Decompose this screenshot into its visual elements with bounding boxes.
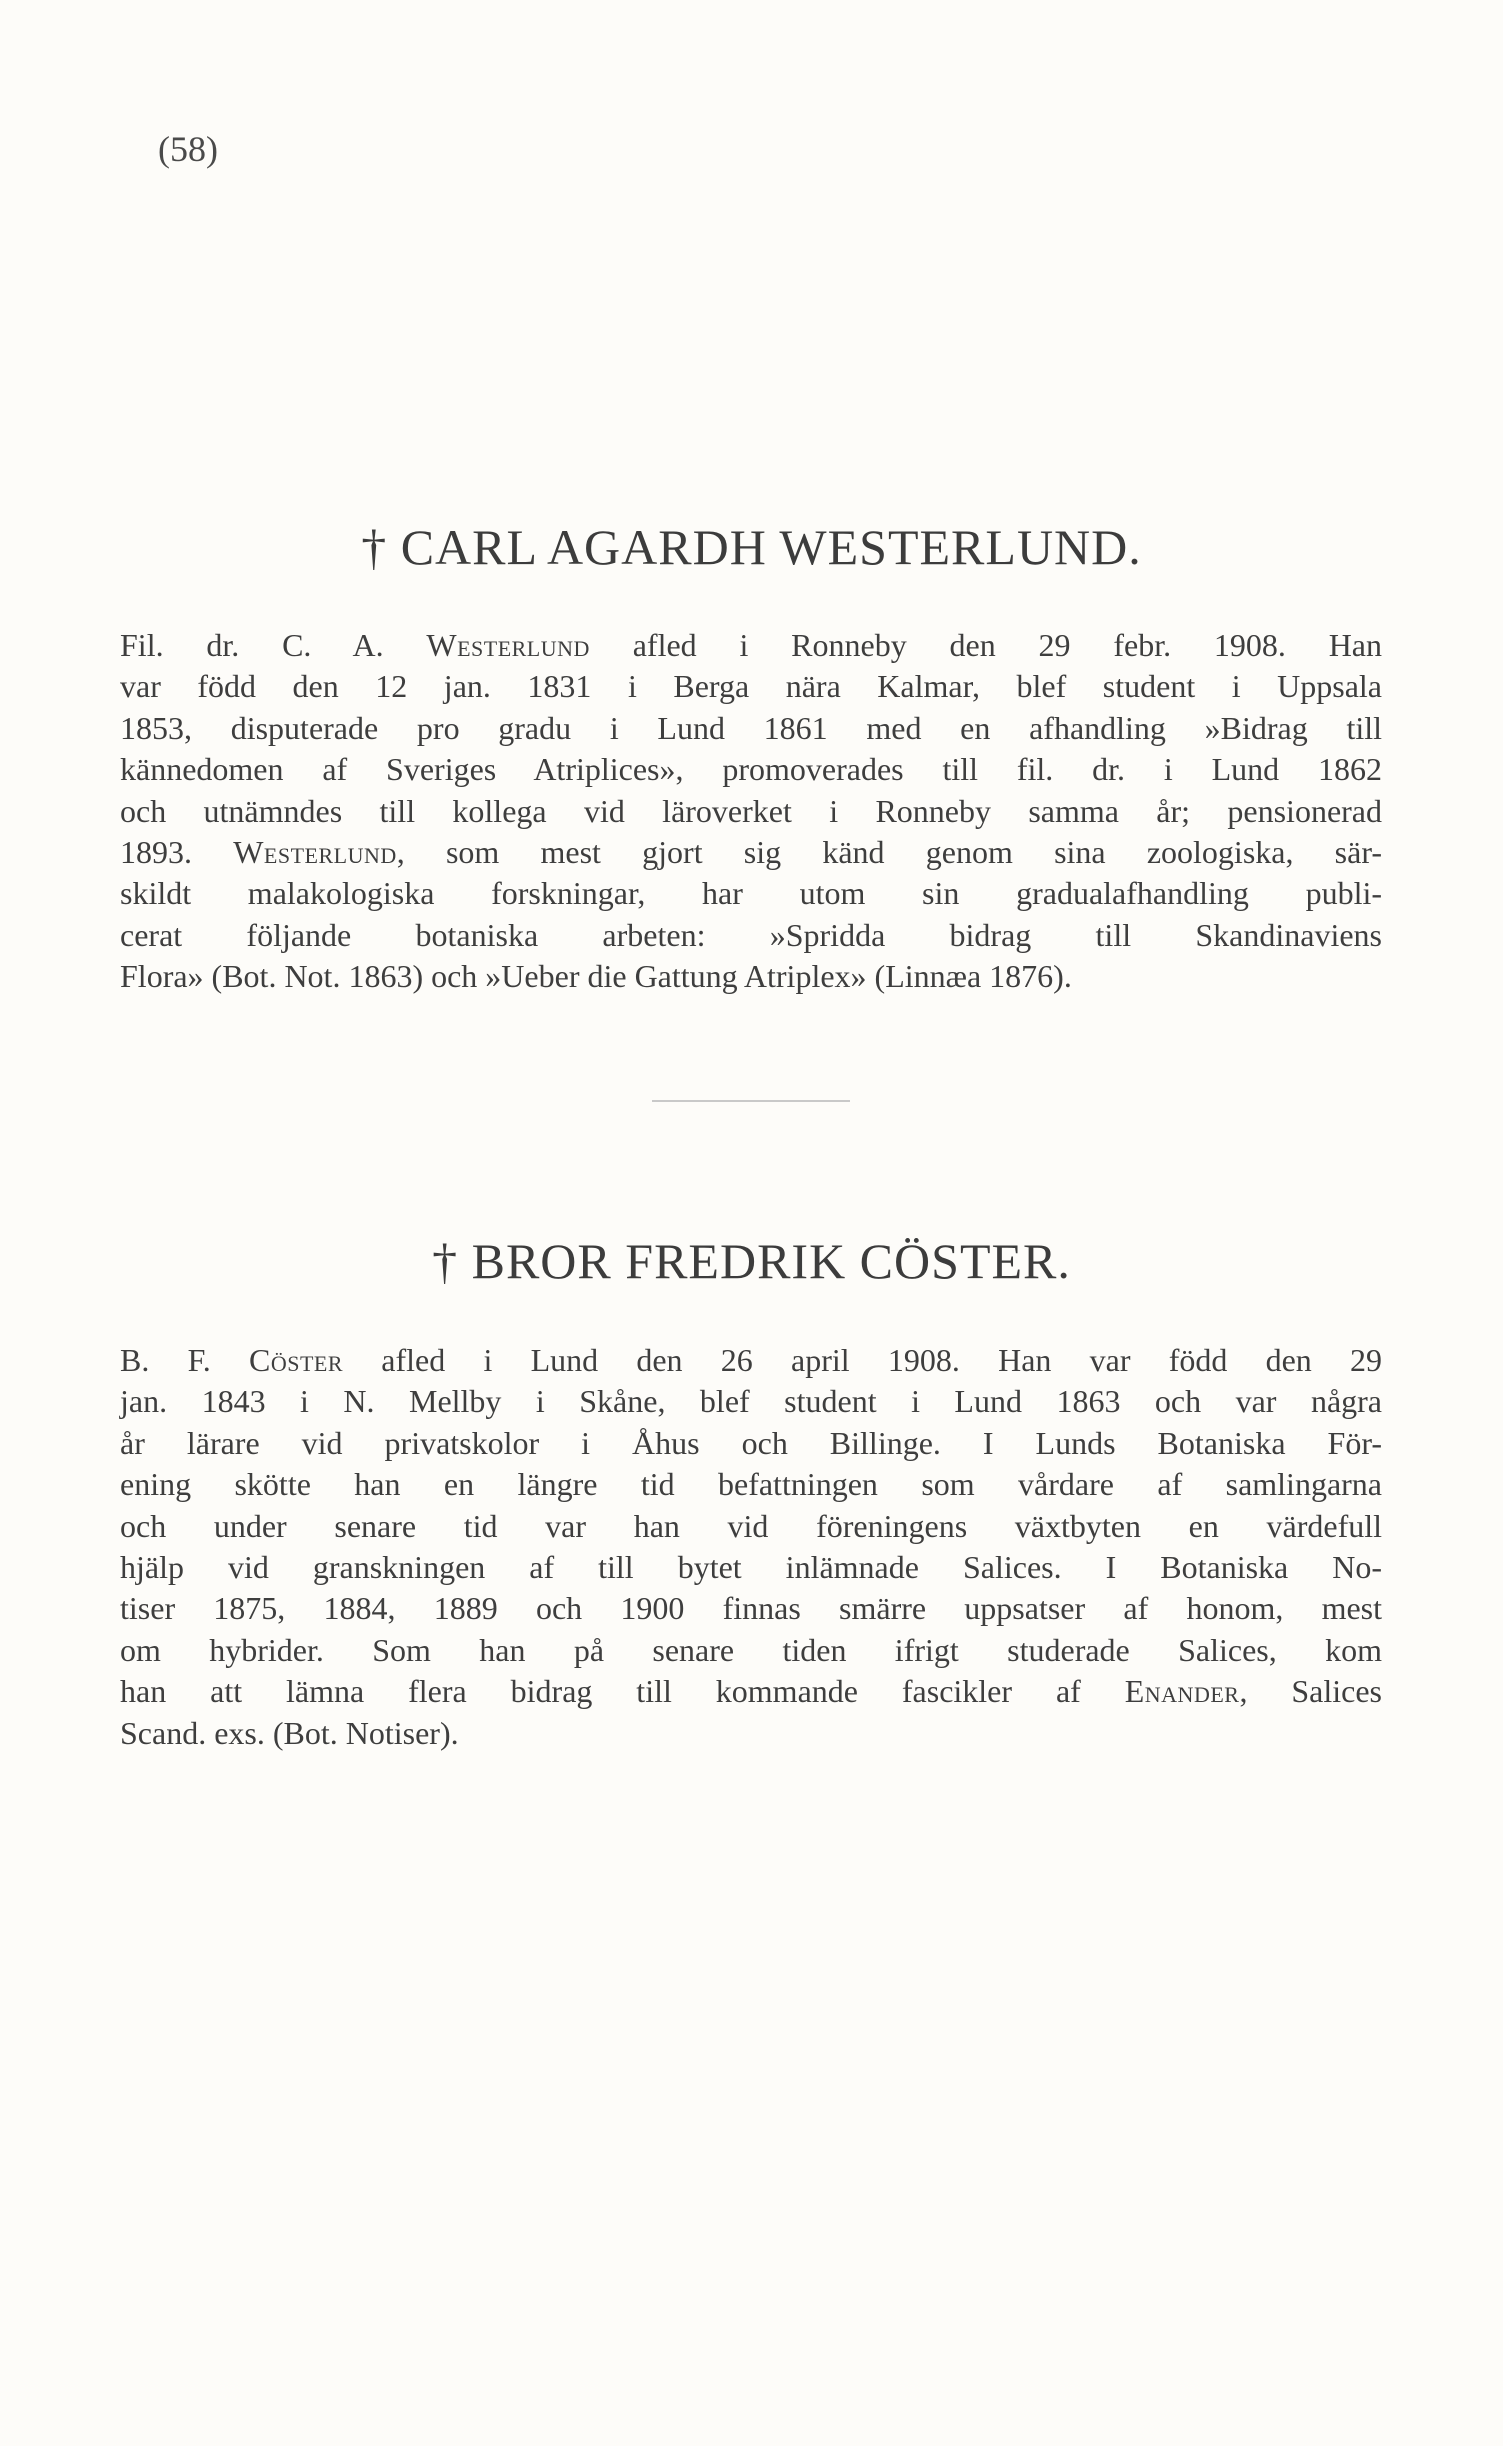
text-line: skildt malakologiska forskningar, har utom sin gradualafhandling publi- [120,875,1382,912]
text-line: cerat följande botaniska arbeten: »Spridda bidrag till Skandinaviens [120,916,1382,953]
obituary-title-coster: † BROR FREDRIK CÖSTER. [432,1233,1071,1289]
text-line: han att lämna flera bidrag till kommande fascikler af Enander, Salices [120,1673,1383,1710]
text-line: kännedomen af Sveriges Atriplices», promoverades till fil. dr. i Lund 1862 [120,751,1382,788]
obituary-text-coster [120,1340,1382,1754]
text-line: år lärare vid privatskolor i Åhus och Billinge. I Lunds Botaniska För- [120,1424,1382,1461]
section-divider [652,1100,850,1102]
surname-smallcaps: Westerlund [233,834,397,871]
obituary-title-westerlund: † CARL AGARDH WESTERLUND. [361,519,1142,575]
text-line: 1893. Westerlund, som mest gjort sig känd genom sina zoologiska, sär- [120,834,1383,871]
text-line: jan. 1843 i N. Mellby i Skåne, blef student i Lund 1863 och var några [120,1383,1382,1420]
text-line: om hybrider. Som han på senare tiden ifrigt studerade Salices, kom [120,1631,1382,1668]
text-line: Flora» (Bot. Not. 1863) och »Ueber die Gattung Atriplex» (Linnæa 1876). [120,958,1072,995]
text-line: och under senare tid var han vid föreningens växtbyten en värdefull [120,1507,1382,1544]
surname-smallcaps: Westerlund [426,627,590,663]
surname-smallcaps: Cöster [249,1342,344,1378]
text-line: Scand. exs. (Bot. Notiser). [120,1714,459,1751]
text-line: och utnämndes till kollega vid läroverket i Ronneby samma år; pensionerad [120,792,1382,829]
text-line: Fil. dr. C. A. Westerlund afled i Ronneby den 29 febr. 1908. Han [120,627,1382,663]
obituary-text-westerlund [120,625,1382,998]
text-line: tiser 1875, 1884, 1889 och 1900 finnas smärre uppsatser af honom, mest [120,1590,1382,1627]
text-line: 1853, disputerade pro gradu i Lund 1861 med en afhandling »Bidrag till [120,709,1382,746]
text-line: hjälp vid granskningen af till bytet inlämnade Salices. I Botaniska No- [120,1549,1382,1586]
page-number: (58) [158,129,218,169]
surname-smallcaps: Enander [1124,1673,1240,1710]
text-line: ening skötte han en längre tid befattningen som vårdare af samlingarna [120,1466,1382,1503]
text-line: var född den 12 jan. 1831 i Berga nära Kalmar, blef student i Uppsala [120,668,1382,705]
text-line: B. F. Cöster afled i Lund den 26 april 1908. Han var född den 29 [120,1342,1383,1378]
